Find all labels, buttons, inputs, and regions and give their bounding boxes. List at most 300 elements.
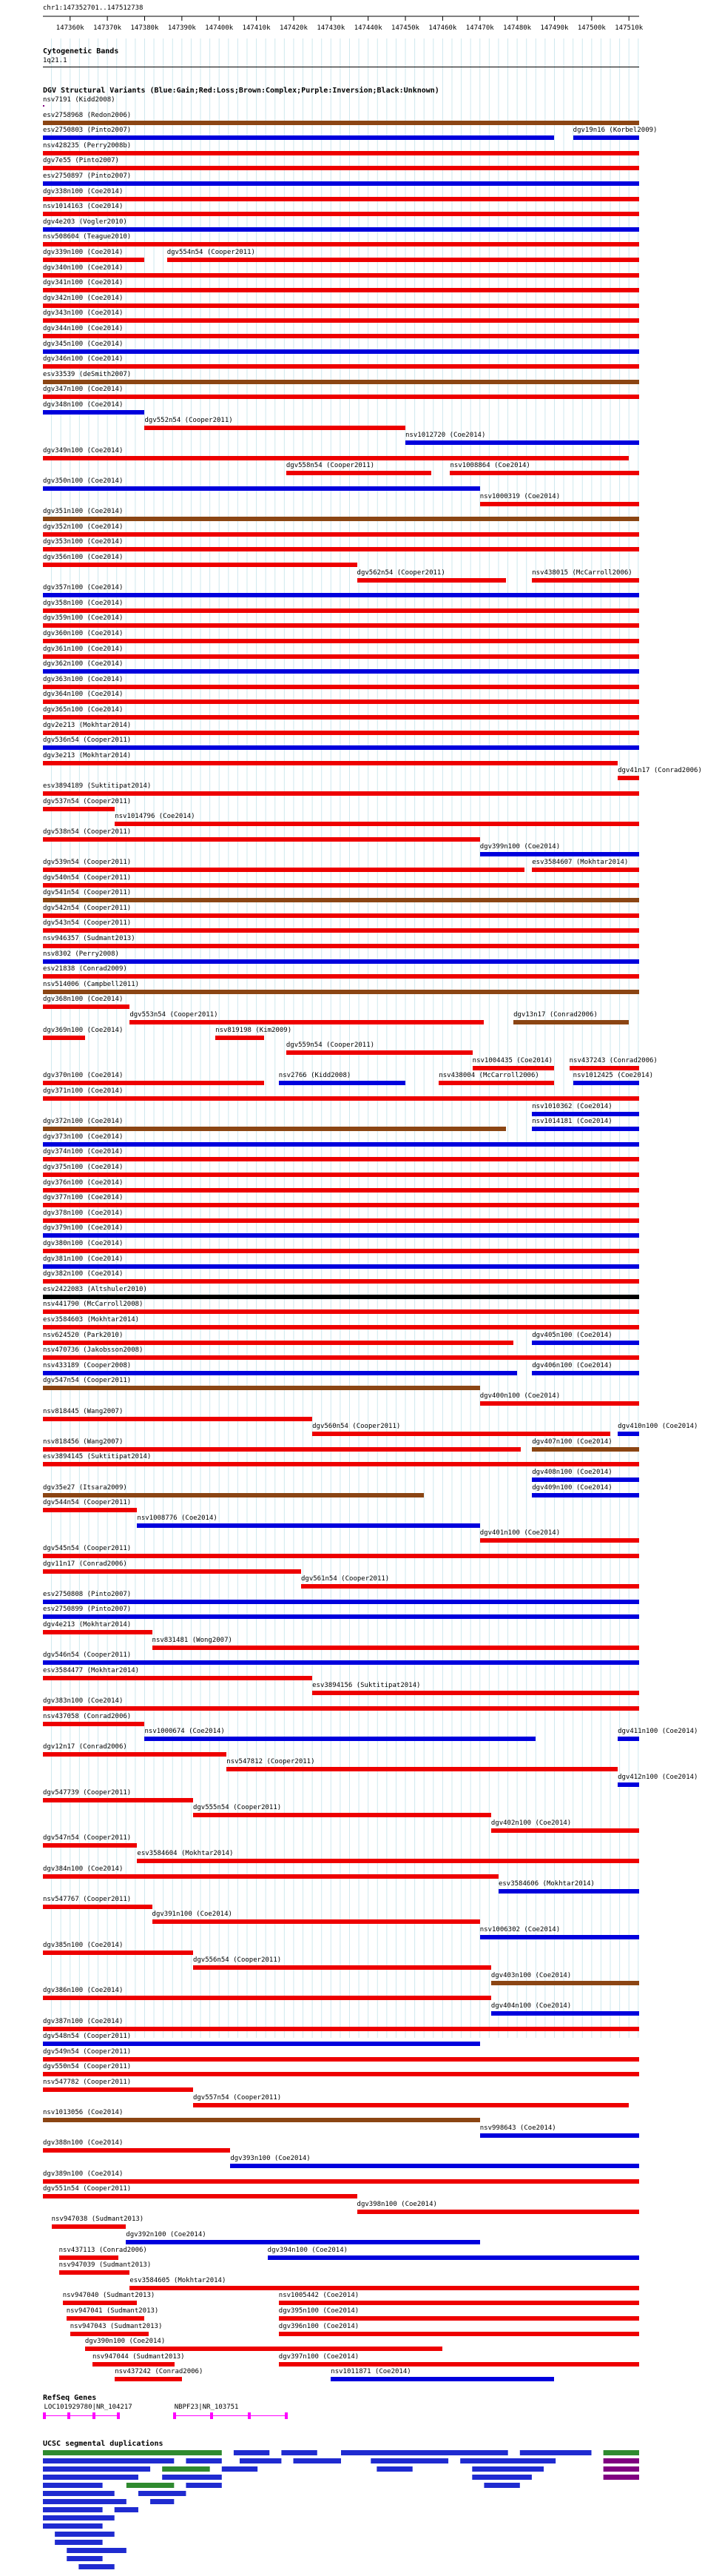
sv-label: nsv1013056 (Coe2014)	[43, 2109, 124, 2117]
sv-bar[interactable]	[43, 1493, 424, 1497]
sv-bar[interactable]	[43, 1127, 506, 1131]
segdup-block[interactable]	[126, 2483, 174, 2488]
sv-bar[interactable]	[312, 1691, 639, 1695]
sv-bar[interactable]	[357, 578, 506, 583]
sv-label: dgv550n54 (Cooper2011)	[43, 2063, 132, 2071]
sv-bar[interactable]	[70, 2332, 149, 2336]
sv-bar[interactable]	[43, 410, 144, 415]
sv-bar[interactable]	[532, 1112, 639, 1116]
sv-label: nsv1014796 (Coe2014)	[115, 813, 195, 821]
segdup-block[interactable]	[43, 2499, 126, 2504]
ruler-tick-label: 147450k	[391, 24, 419, 32]
sv-bar[interactable]	[43, 1157, 639, 1161]
sv-bar[interactable]	[67, 2316, 145, 2321]
sv-bar[interactable]	[279, 2301, 639, 2305]
ruler-tick-label: 147480k	[503, 24, 532, 32]
sv-bar[interactable]	[43, 181, 639, 186]
sv-bar[interactable]	[167, 258, 639, 262]
sv-label: dgv341n100 (Coe2014)	[43, 279, 124, 287]
segdup-block[interactable]	[604, 2466, 639, 2472]
sv-bar[interactable]	[43, 1341, 513, 1345]
sv-bar[interactable]	[43, 1279, 639, 1284]
sv-bar[interactable]	[144, 1737, 536, 1741]
sv-bar[interactable]	[193, 1965, 491, 1970]
sv-bar[interactable]	[129, 2286, 639, 2290]
sv-label: dgv539n54 (Cooper2011)	[43, 859, 132, 866]
sv-bar[interactable]	[43, 2072, 639, 2076]
sv-label: dgv546n54 (Cooper2011)	[43, 1651, 132, 1660]
sv-bar[interactable]	[43, 1874, 499, 1879]
segdup-block[interactable]	[484, 2483, 519, 2488]
sv-bar[interactable]	[43, 227, 639, 232]
sv-bar[interactable]	[126, 2240, 479, 2244]
sv-bar[interactable]	[144, 426, 405, 430]
sv-bar[interactable]	[43, 654, 639, 659]
sv-bar[interactable]	[193, 2103, 629, 2107]
sv-bar[interactable]	[43, 456, 629, 460]
sv-bar[interactable]	[43, 258, 144, 262]
sv-bar[interactable]	[43, 1798, 193, 1802]
sv-bar[interactable]	[43, 868, 524, 872]
sv-bar[interactable]	[43, 121, 639, 125]
sv-bar[interactable]	[152, 1646, 639, 1650]
sv-bar[interactable]	[43, 974, 639, 979]
sv-bar[interactable]	[43, 197, 639, 201]
sv-bar[interactable]	[618, 1432, 639, 1436]
sv-bar[interactable]	[59, 2255, 119, 2260]
sv-bar[interactable]	[43, 364, 639, 369]
sv-label: dgv544n54 (Cooper2011)	[43, 1499, 132, 1507]
sv-bar[interactable]	[43, 1355, 639, 1360]
sv-bar[interactable]	[43, 669, 639, 674]
sv-bar[interactable]	[43, 1233, 639, 1238]
sv-label: esv2758968 (Redon2006)	[43, 111, 132, 119]
sv-bar[interactable]	[43, 1614, 639, 1619]
sv-bar[interactable]	[43, 1554, 639, 1558]
sv-bar[interactable]	[43, 1096, 639, 1101]
sv-label: nsv947038 (Sudmant2013)	[51, 2216, 144, 2224]
segdup-block[interactable]	[186, 2458, 221, 2463]
sv-bar[interactable]	[43, 1508, 137, 1512]
sv-bar[interactable]	[450, 471, 639, 475]
sv-label: dgv2e213 (Mokhtar2014)	[43, 721, 132, 729]
segdup-block[interactable]	[604, 2450, 639, 2455]
sv-bar[interactable]	[43, 1843, 137, 1848]
segdup-block[interactable]	[67, 2548, 126, 2553]
sv-bar[interactable]	[480, 1538, 639, 1543]
sv-bar[interactable]	[43, 2087, 193, 2092]
sv-bar[interactable]	[573, 1081, 639, 1085]
sv-bar[interactable]	[532, 1371, 639, 1375]
sv-bar[interactable]	[43, 1630, 152, 1634]
segdup-block[interactable]	[294, 2458, 341, 2463]
sv-bar[interactable]	[43, 2194, 357, 2198]
sv-bar[interactable]	[43, 1600, 639, 1604]
dgv-variant-track[interactable]	[0, 96, 702, 2384]
sv-bar[interactable]	[43, 135, 554, 140]
sv-bar[interactable]	[43, 791, 639, 796]
sv-bar[interactable]	[137, 1859, 639, 1863]
sv-bar[interactable]	[439, 1081, 554, 1085]
sv-label: nsv7191 (Kidd2008)	[43, 96, 115, 104]
sv-bar[interactable]	[480, 852, 639, 856]
sv-label: dgv375n100 (Coe2014)	[43, 1164, 124, 1171]
sv-bar[interactable]	[43, 334, 639, 338]
ruler-tick-label: 147390k	[167, 24, 196, 32]
segdup-block[interactable]	[460, 2458, 556, 2463]
sv-bar[interactable]	[532, 1447, 639, 1452]
sv-bar[interactable]	[43, 807, 115, 811]
gene-model[interactable]	[175, 2415, 286, 2416]
sv-label: dgv402n100 (Coe2014)	[490, 1819, 572, 1827]
sv-label: nsv947041 (Sudmant2013)	[66, 2307, 159, 2315]
coordinate-ruler	[0, 13, 658, 38]
sv-label: dgv348n100 (Coe2014)	[43, 401, 124, 409]
sv-bar[interactable]	[43, 1462, 639, 1466]
sv-label: dgv368n100 (Coe2014)	[43, 996, 124, 1004]
sv-bar[interactable]	[532, 578, 639, 583]
sv-label: nsv547767 (Cooper2011)	[43, 1895, 132, 1903]
sv-bar[interactable]	[137, 1523, 479, 1528]
sv-bar[interactable]	[43, 105, 44, 107]
sv-bar[interactable]	[43, 2057, 639, 2062]
sv-bar[interactable]	[43, 2027, 639, 2031]
sv-bar[interactable]	[43, 1371, 517, 1375]
sv-label: dgv562n54 (Cooper2011)	[357, 568, 445, 577]
sv-label: dgv553n54 (Cooper2011)	[129, 1011, 218, 1019]
sv-bar[interactable]	[43, 273, 639, 278]
sv-bar[interactable]	[115, 2377, 182, 2381]
sv-bar[interactable]	[43, 1218, 639, 1223]
sv-label: dgv403n100 (Coe2014)	[490, 1971, 572, 1979]
sv-bar[interactable]	[43, 1996, 491, 2000]
sv-label: dgv349n100 (Coe2014)	[43, 446, 124, 455]
sv-bar[interactable]	[43, 1386, 480, 1390]
sv-bar[interactable]	[59, 2270, 130, 2275]
sv-bar[interactable]	[513, 1020, 629, 1024]
gene-exon	[117, 2412, 120, 2419]
sv-bar[interactable]	[570, 1066, 639, 1070]
sv-label: esv2750899 (Pinto2007)	[43, 1606, 132, 1614]
sv-bar[interactable]	[115, 822, 639, 826]
sv-bar[interactable]	[286, 471, 431, 475]
sv-bar[interactable]	[43, 318, 639, 323]
sv-bar[interactable]	[43, 1660, 639, 1665]
sv-bar[interactable]	[193, 1813, 491, 1817]
sv-bar[interactable]	[43, 593, 639, 597]
position-label: chr1:147352701..147512738	[43, 4, 144, 12]
sv-label: nsv1006302 (Coe2014)	[479, 1926, 561, 1933]
gene-model[interactable]	[44, 2415, 119, 2416]
sv-bar[interactable]	[43, 883, 639, 888]
sv-label: nsv946357 (Sudmant2013)	[43, 935, 135, 942]
sv-bar[interactable]	[52, 2224, 126, 2229]
sv-bar[interactable]	[43, 2148, 230, 2153]
sv-label: dgv556n54 (Cooper2011)	[192, 1956, 282, 1965]
segdup-track-title: UCSC segmental duplications	[43, 2440, 163, 2448]
sv-bar[interactable]	[43, 2179, 639, 2184]
sv-bar[interactable]	[532, 1127, 639, 1131]
segdup-block[interactable]	[604, 2458, 639, 2463]
sv-label: dgv545n54 (Cooper2011)	[43, 1545, 132, 1552]
sv-label: dgv559n54 (Cooper2011)	[286, 1042, 375, 1050]
sv-label: nsv8302 (Perry2008)	[43, 950, 119, 958]
refseq-gene-track[interactable]	[0, 2404, 658, 2433]
sv-bar[interactable]	[491, 1828, 639, 1833]
sv-label: dgv404n100 (Coe2014)	[490, 2002, 572, 2010]
sv-bar[interactable]	[43, 1752, 226, 1757]
sv-bar[interactable]	[43, 623, 639, 628]
sv-bar[interactable]	[268, 2255, 639, 2260]
sv-label: nsv1000319 (Coe2014)	[479, 492, 561, 500]
segdup-block[interactable]	[281, 2450, 317, 2455]
sv-bar[interactable]	[226, 1767, 618, 1771]
sv-bar[interactable]	[43, 1447, 521, 1452]
sv-bar[interactable]	[129, 1020, 483, 1024]
ruler-tick-label: 147470k	[465, 24, 494, 32]
sv-bar[interactable]	[43, 486, 480, 491]
sv-bar[interactable]	[43, 1203, 639, 1207]
sv-bar[interactable]	[532, 868, 639, 872]
sv-label: dgv554n54 (Cooper2011)	[166, 249, 255, 256]
segdup-block[interactable]	[43, 2483, 103, 2488]
sv-bar[interactable]	[43, 1676, 312, 1680]
sv-label: dgv373n100 (Coe2014)	[43, 1133, 124, 1141]
sv-bar[interactable]	[43, 1905, 152, 1909]
sv-bar[interactable]	[618, 1737, 639, 1741]
sv-bar[interactable]	[473, 1066, 555, 1070]
sv-bar[interactable]	[43, 685, 639, 689]
segdup-block[interactable]	[43, 2450, 222, 2455]
segdup-block[interactable]	[67, 2556, 102, 2561]
sv-bar[interactable]	[573, 135, 639, 140]
segdup-block[interactable]	[43, 2475, 138, 2480]
segdup-block[interactable]	[55, 2532, 115, 2537]
sv-bar[interactable]	[43, 1036, 85, 1040]
sv-bar[interactable]	[85, 2347, 442, 2351]
sv-label: esv33539 (deSmith2007)	[43, 370, 132, 378]
segdup-block[interactable]	[472, 2466, 544, 2472]
cytoband-title: Cytogenetic Bands	[43, 47, 119, 56]
sv-label: dgv408n100 (Coe2014)	[532, 1469, 612, 1476]
sv-bar[interactable]	[43, 715, 639, 720]
sv-bar[interactable]	[43, 563, 357, 567]
segdup-block[interactable]	[520, 2450, 592, 2455]
sv-label: esv2750808 (Pinto2007)	[43, 1590, 132, 1598]
segdup-block[interactable]	[150, 2499, 174, 2504]
sv-bar[interactable]	[286, 1050, 473, 1055]
sv-bar[interactable]	[43, 288, 639, 292]
sv-bar[interactable]	[215, 1036, 263, 1040]
sv-label: nsv947040 (Sudmant2013)	[62, 2292, 155, 2300]
sv-label: dgv380n100 (Coe2014)	[43, 1240, 124, 1247]
segdup-block[interactable]	[43, 2507, 103, 2512]
sv-bar[interactable]	[43, 1173, 639, 1177]
sv-bar[interactable]	[279, 1081, 405, 1085]
sv-bar[interactable]	[43, 1081, 264, 1085]
sv-bar[interactable]	[480, 1401, 639, 1406]
sv-label: dgv346n100 (Coe2014)	[43, 355, 124, 363]
sv-bar[interactable]	[279, 2316, 639, 2321]
sv-bar[interactable]	[43, 2042, 480, 2046]
sv-label: nsv947043 (Sudmant2013)	[70, 2322, 163, 2330]
sv-label: esv3894189 (Suktitipat2014)	[43, 782, 152, 790]
sv-label: dgv540n54 (Cooper2011)	[43, 873, 132, 882]
segdup-block[interactable]	[43, 2466, 150, 2472]
sv-bar[interactable]	[43, 1264, 639, 1269]
sv-bar[interactable]	[43, 731, 639, 735]
sv-bar[interactable]	[331, 2377, 554, 2381]
sv-bar[interactable]	[43, 959, 639, 964]
sv-bar[interactable]	[532, 1477, 639, 1482]
sv-label: nsv1011871 (Coe2014)	[331, 2368, 411, 2376]
sv-bar[interactable]	[43, 1569, 301, 1574]
sv-bar[interactable]	[63, 2301, 138, 2305]
sv-bar[interactable]	[230, 2164, 639, 2168]
sv-bar[interactable]	[43, 1295, 639, 1299]
sv-bar[interactable]	[618, 1782, 639, 1787]
sv-bar[interactable]	[43, 517, 639, 521]
sv-bar[interactable]	[279, 2332, 639, 2336]
sv-bar[interactable]	[480, 502, 639, 506]
sv-bar[interactable]	[43, 1325, 639, 1329]
sv-bar[interactable]	[92, 2362, 175, 2367]
sv-bar[interactable]	[43, 212, 639, 216]
sv-bar[interactable]	[43, 745, 639, 750]
sv-bar[interactable]	[43, 837, 480, 842]
sv-label: esv3584606 (Mokhtar2014)	[498, 1880, 595, 1888]
sv-bar[interactable]	[43, 1142, 639, 1147]
segdup-block[interactable]	[43, 2491, 115, 2496]
sv-bar[interactable]	[43, 1188, 639, 1193]
sv-bar[interactable]	[43, 1706, 639, 1711]
sv-bar[interactable]	[618, 776, 639, 780]
sv-bar[interactable]	[357, 2210, 639, 2214]
sv-bar[interactable]	[43, 639, 639, 643]
ruler-tick-label: 147400k	[205, 24, 234, 32]
segdup-block[interactable]	[115, 2507, 138, 2512]
sv-bar[interactable]	[43, 1004, 129, 1009]
sv-bar[interactable]	[43, 608, 639, 613]
sv-bar[interactable]	[43, 761, 618, 765]
sv-label: dgv11n17 (Conrad2006)	[43, 1560, 127, 1568]
sv-bar[interactable]	[532, 1493, 639, 1497]
sv-label: dgv547739 (Cooper2011)	[43, 1788, 132, 1797]
sv-bar[interactable]	[43, 700, 639, 704]
segdup-block[interactable]	[78, 2564, 114, 2569]
sv-bar[interactable]	[43, 166, 639, 170]
sv-bar[interactable]	[152, 1919, 480, 1924]
sv-bar[interactable]	[43, 898, 639, 902]
sv-bar[interactable]	[43, 1722, 144, 1726]
dgv-track-title: DGV Structural Variants (Blue:Gain;Red:Loss;Brown:Complex;Purple:Inversion;Black:Unknown)	[43, 87, 439, 95]
gene-exon	[210, 2412, 213, 2419]
sv-label: dgv409n100 (Coe2014)	[532, 1483, 612, 1492]
sv-bar[interactable]	[43, 1417, 312, 1421]
segdup-block[interactable]	[234, 2450, 269, 2455]
sv-bar[interactable]	[312, 1432, 610, 1436]
sv-bar[interactable]	[43, 990, 639, 994]
sv-bar[interactable]	[532, 1341, 639, 1345]
sv-label: dgv338n100 (Coe2014)	[43, 187, 124, 195]
sv-bar[interactable]	[43, 2118, 480, 2122]
sv-bar[interactable]	[43, 349, 639, 354]
sv-label: dgv374n100 (Coe2014)	[43, 1148, 124, 1156]
sv-bar[interactable]	[491, 1981, 639, 1985]
sv-label: nsv1014163 (Coe2014)	[43, 203, 124, 211]
segdup-block[interactable]	[43, 2458, 174, 2463]
segdup-block[interactable]	[43, 2523, 103, 2529]
sv-bar[interactable]	[43, 242, 639, 246]
sv-label: dgv350n100 (Coe2014)	[43, 477, 124, 485]
sv-bar[interactable]	[43, 1309, 639, 1314]
sv-bar[interactable]	[499, 1889, 639, 1894]
ruler-tick-label: 147510k	[615, 24, 644, 32]
segdup-block[interactable]	[162, 2466, 209, 2472]
sv-label: dgv371n100 (Coe2014)	[43, 1087, 124, 1095]
segdup-block[interactable]	[162, 2475, 222, 2480]
sv-label: nsv1010362 (Coe2014)	[532, 1102, 612, 1110]
sv-bar[interactable]	[491, 2011, 639, 2016]
segdup-track[interactable]	[0, 2450, 658, 2576]
sv-label: nsv818445 (Wang2007)	[43, 1407, 124, 1415]
sv-label: nsv1008776 (Coe2014)	[137, 1514, 217, 1522]
sv-label: dgv372n100 (Coe2014)	[43, 1118, 124, 1126]
ruler-tick-label: 147370k	[93, 24, 122, 32]
sv-label: dgv340n100 (Coe2014)	[43, 264, 124, 272]
sv-label: esv3584605 (Mokhtar2014)	[129, 2276, 226, 2284]
sv-bar[interactable]	[301, 1584, 639, 1589]
sv-bar[interactable]	[43, 395, 639, 399]
sv-bar[interactable]	[43, 913, 639, 918]
sv-label: nsv1004435 (Coe2014)	[472, 1056, 553, 1064]
segdup-block[interactable]	[604, 2475, 639, 2480]
segdup-block[interactable]	[222, 2466, 257, 2472]
sv-bar[interactable]	[43, 547, 639, 551]
sv-bar[interactable]	[43, 944, 639, 948]
segdup-block[interactable]	[138, 2491, 186, 2496]
sv-label: nsv433189 (Cooper2008)	[43, 1361, 132, 1369]
sv-label: dgv339n100 (Coe2014)	[43, 249, 124, 256]
sv-label: dgv398n100 (Coe2014)	[357, 2200, 437, 2208]
sv-bar[interactable]	[279, 2362, 639, 2367]
sv-label: dgv551n54 (Cooper2011)	[43, 2185, 132, 2193]
sv-bar[interactable]	[43, 303, 639, 308]
sv-label: dgv7e55 (Pinto2007)	[43, 157, 119, 165]
sv-bar[interactable]	[43, 928, 639, 933]
gene-exon	[43, 2412, 46, 2419]
sv-bar[interactable]	[43, 1951, 193, 1955]
segdup-block[interactable]	[371, 2458, 448, 2463]
sv-bar[interactable]	[43, 532, 639, 537]
segdup-block[interactable]	[240, 2458, 281, 2463]
sv-bar[interactable]	[43, 151, 639, 155]
segdup-block[interactable]	[43, 2515, 115, 2520]
segdup-block[interactable]	[341, 2450, 508, 2455]
segdup-block[interactable]	[55, 2540, 102, 2545]
sv-bar[interactable]	[43, 1249, 639, 1253]
segdup-block[interactable]	[472, 2475, 532, 2480]
sv-label: nsv547812 (Cooper2011)	[226, 1758, 315, 1766]
segdup-block[interactable]	[186, 2483, 221, 2488]
sv-bar[interactable]	[405, 440, 639, 445]
sv-bar[interactable]	[480, 2133, 639, 2138]
sv-label: nsv514006 (Campbell2011)	[43, 980, 140, 988]
segdup-block[interactable]	[377, 2466, 412, 2472]
sv-bar[interactable]	[480, 1935, 639, 1939]
sv-bar[interactable]	[43, 380, 639, 384]
sv-label: nsv831481 (Wong2007)	[152, 1636, 232, 1644]
